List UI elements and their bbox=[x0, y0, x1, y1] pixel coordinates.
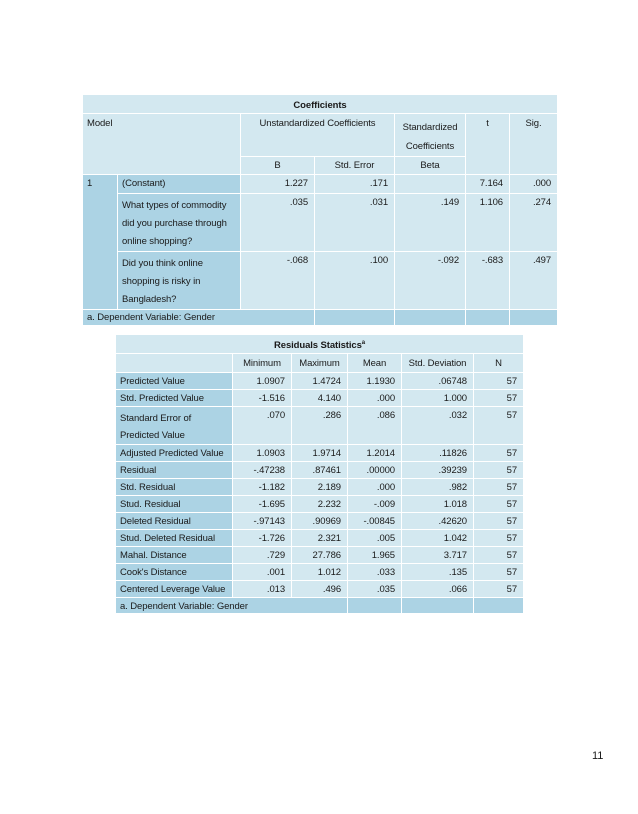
header-std-error: Std. Error bbox=[315, 157, 395, 175]
cell-std-error: .100 bbox=[315, 252, 395, 310]
row-label: Centered Leverage Value bbox=[116, 581, 233, 598]
cell-beta: .149 bbox=[395, 194, 466, 252]
cell-std-error: .171 bbox=[315, 175, 395, 194]
residuals-title: Residuals Statistics$^a$ bbox=[116, 335, 524, 354]
header-b: B bbox=[241, 157, 315, 175]
row-label: Std. Predicted Value bbox=[116, 390, 233, 407]
row-label: Predicted Value bbox=[116, 373, 233, 390]
cell-sig: .274 bbox=[510, 194, 558, 252]
table-row bbox=[83, 194, 558, 252]
col-maximum: Maximum bbox=[292, 354, 348, 373]
table-row: Predicted Value 1.0907 1.4724 1.1930 .06748 57 bbox=[116, 373, 524, 390]
cell-sig: .000 bbox=[510, 175, 558, 194]
header-sig: Sig. bbox=[510, 114, 558, 175]
table-row bbox=[83, 175, 558, 194]
coefficients-table bbox=[82, 94, 558, 326]
cell-b: .035 bbox=[241, 194, 315, 252]
table-row: Stud. Residual -1.695 2.232 -.009 1.018 57 bbox=[116, 496, 524, 513]
cell-t: -.683 bbox=[466, 252, 510, 310]
cell-t: 7.164 bbox=[466, 175, 510, 194]
page-number: 11 bbox=[592, 750, 604, 762]
col-minimum: Minimum bbox=[233, 354, 292, 373]
row-label: Cook's Distance bbox=[116, 564, 233, 581]
table-row: Residual -.47238 .87461 .00000 .39239 57 bbox=[116, 462, 524, 479]
table-row: Adjusted Predicted Value 1.0903 1.9714 1.2014 .11826 57 bbox=[116, 445, 524, 462]
table-row: Centered Leverage Value .013 .496 .035 .066 57 bbox=[116, 581, 524, 598]
coefficients-title: Coefficients bbox=[83, 95, 558, 114]
col-std-deviation: Std. Deviation bbox=[402, 354, 474, 373]
model-number: 1 bbox=[83, 175, 118, 310]
cell-std-error: .031 bbox=[315, 194, 395, 252]
cell-b: -.068 bbox=[241, 252, 315, 310]
row-label: Stud. Deleted Residual bbox=[116, 530, 233, 547]
header-t: t bbox=[466, 114, 510, 175]
header-unstandardized: Unstandardized Coefficients bbox=[241, 114, 395, 157]
cell-beta: -.092 bbox=[395, 252, 466, 310]
cell-beta bbox=[395, 175, 466, 194]
header-beta: Beta bbox=[395, 157, 466, 175]
table-row: Std. Predicted Value -1.516 4.140 .000 1.000 57 bbox=[116, 390, 524, 407]
header-standardized: Standardized Coefficients bbox=[395, 114, 466, 157]
table-row: Mahal. Distance .729 27.786 1.965 3.717 57 bbox=[116, 547, 524, 564]
header-model: Model bbox=[83, 114, 241, 175]
table-row: Stud. Deleted Residual -1.726 2.321 .005 1.042 57 bbox=[116, 530, 524, 547]
row-label: Stud. Residual bbox=[116, 496, 233, 513]
row-label: (Constant) bbox=[118, 175, 241, 194]
row-label: Mahal. Distance bbox=[116, 547, 233, 564]
cell-t: 1.106 bbox=[466, 194, 510, 252]
row-label: Adjusted Predicted Value bbox=[116, 445, 233, 462]
residuals-footnote: a. Dependent Variable: Gender bbox=[116, 598, 348, 614]
row-label: Standard Error of Predicted Value bbox=[116, 407, 233, 445]
cell-b: 1.227 bbox=[241, 175, 315, 194]
table-row: Deleted Residual -.97143 .90969 -.00845 .42620 57 bbox=[116, 513, 524, 530]
table-row: Std. Residual -1.182 2.189 .000 .982 57 bbox=[116, 479, 524, 496]
col-mean: Mean bbox=[348, 354, 402, 373]
col-n: N bbox=[474, 354, 524, 373]
table-row: Standard Error of Predicted Value .070 .286 .086 .032 57 bbox=[116, 407, 524, 445]
row-label: Deleted Residual bbox=[116, 513, 233, 530]
row-label: Did you think online shopping is risky in Bangladesh? bbox=[118, 252, 241, 310]
row-label: Residual bbox=[116, 462, 233, 479]
table-row: Cook's Distance .001 1.012 .033 .135 57 bbox=[116, 564, 524, 581]
row-label: What types of commodity did you purchase through online shopping? bbox=[118, 194, 241, 252]
row-label: Std. Residual bbox=[116, 479, 233, 496]
table-row bbox=[83, 252, 558, 310]
residuals-statistics-table bbox=[115, 334, 524, 614]
coefficients-footnote: a. Dependent Variable: Gender bbox=[83, 310, 315, 326]
cell-sig: .497 bbox=[510, 252, 558, 310]
